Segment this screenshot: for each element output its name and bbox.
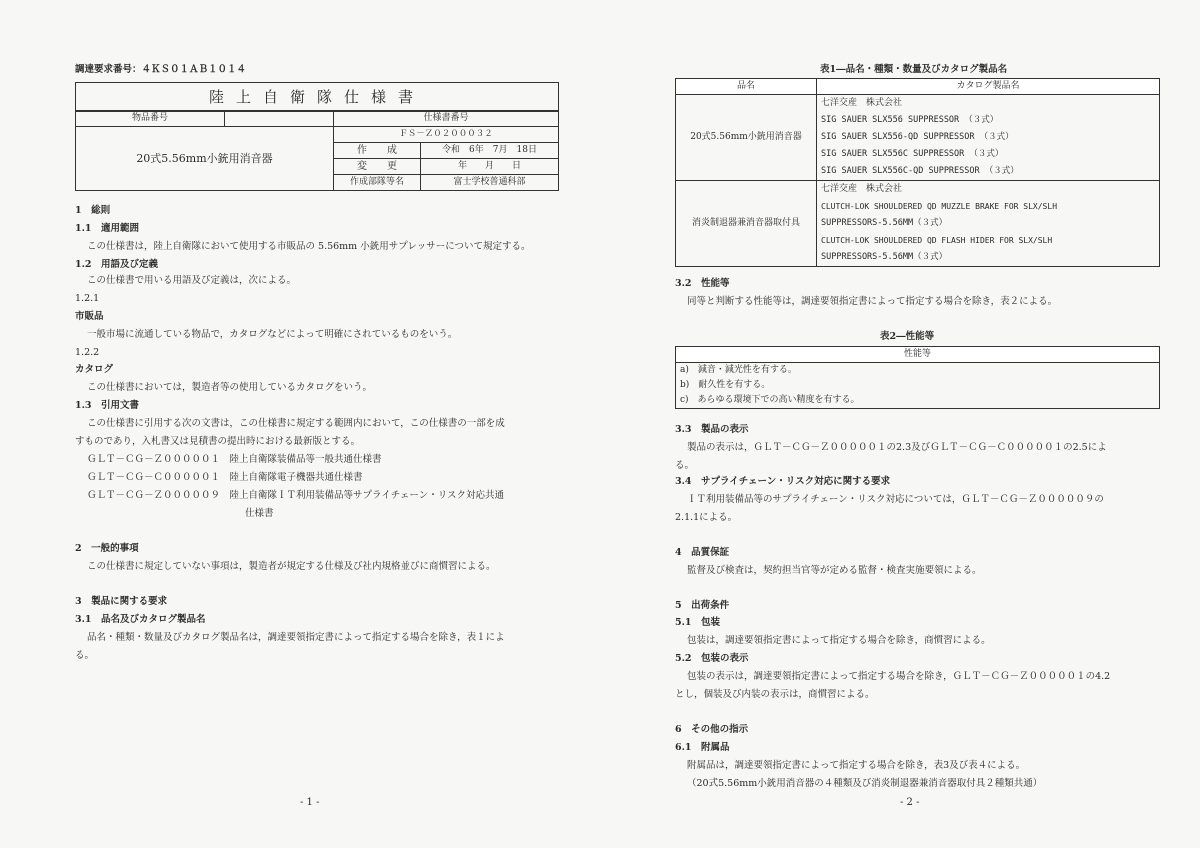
section-heading: 4 品質保証 (675, 547, 730, 558)
table1-item-name: 消炎制退器兼消音器取付具 (676, 181, 817, 267)
catalog-line: CLUTCH-LOK SHOULDERED QD MUZZLE BRAKE FOR SLX/SLH (821, 202, 1058, 211)
catalog-line: CLUTCH-LOK SHOULDERED QD FLASH HIDER FOR SLX/SLH (821, 236, 1053, 245)
table1-title: 表1―品名・種類・数量及びカタログ製品名 (820, 64, 1008, 75)
paragraph: る。 (75, 650, 95, 661)
paragraph: 同等と判断する性能等は，調達要領指定書によって指定する場合を除き，表２による。 (687, 296, 1058, 307)
catalog-line: SIG SAUER SLX556C SUPPRESSOR （３式） (821, 149, 1004, 159)
table1-header: 品名 (676, 79, 817, 95)
table1-catalog-cell (817, 95, 1160, 181)
changed-date: 年 月 日 (421, 159, 559, 175)
paragraph: この仕様書で用いる用語及び定義は，次による。 (87, 275, 297, 286)
paragraph: 一般市場に流通している物品で，カタログなどによって明確にされているものをいう。 (87, 329, 458, 340)
reference: ＧＬＴ－ＣＧ－Ｃ０００００１ 陸上自衛隊電子機器共通仕様書 (87, 472, 363, 483)
section-number: 1.2.2 (75, 347, 100, 358)
section-heading: 2 一般的事項 (75, 543, 139, 554)
table1-item-name: 20式5.56mm小銃用消音器 (676, 95, 817, 181)
section-heading: 5 出荷条件 (675, 600, 730, 611)
term: 市販品 (75, 311, 104, 322)
table1-catalog-cell (817, 181, 1160, 267)
paragraph: 附属品は，調達要領指定書によって指定する場合を除き，表3及び表４による。 (687, 760, 1026, 771)
paragraph: （20式5.56mm小銃用消音器の４種類及び消炎制退器兼消音器取付具２種類共通） (687, 778, 1043, 789)
table1-header: カタログ製品名 (817, 79, 1160, 95)
paragraph: すものであり，入札書又は見積書の提出時における最新版とする。 (75, 436, 361, 447)
item-no-label: 物品番号 (76, 111, 225, 127)
section-heading: 1.3 引用文書 (75, 400, 140, 411)
section-heading: 3.2 性能等 (675, 278, 730, 289)
doc-title-box (75, 82, 559, 112)
section-heading: 1 総則 (75, 205, 111, 216)
section-number: 1.2.1 (75, 293, 100, 304)
catalog-line: 七洋交産 株式会社 (821, 184, 903, 194)
catalog-line: SUPPRESSORS-5.56MM（３式） (821, 252, 948, 262)
reference: ＧＬＴ－ＣＧ－Ｚ０００００９ 陸上自衛隊ＩＴ利用装備品等サプライチェーン・リスク対応共通 (87, 490, 505, 501)
table2-title: 表2―性能等 (880, 331, 935, 342)
spec-header-table (75, 110, 559, 191)
table1 (675, 78, 1160, 267)
spec-no: ＦＳ－Ｚ０２０００３２ (334, 127, 559, 143)
paragraph: 包装の表示は，調達要領指定書によって指定する場合を除き，ＧＬＴ－ＣＧ－Ｚ０００００１の4.2 (687, 671, 1111, 682)
created-label: 作 成 (334, 143, 421, 159)
paragraph: 品名・種類・数量及びカタログ製品名は，調達要領指定書によって指定する場合を除き，表１によ (87, 632, 505, 643)
section-heading: 6 その他の指示 (675, 724, 749, 735)
table2 (675, 346, 1160, 409)
section-heading: 1.2 用語及び定義 (75, 259, 159, 270)
section-heading: 3.1 品名及びカタログ製品名 (75, 614, 206, 625)
paragraph: 2.1.1による。 (675, 512, 738, 523)
created-date: 令和 6年 7月 18日 (421, 143, 559, 159)
page-number: - 2 - (900, 797, 920, 808)
section-heading: 3.3 製品の表示 (675, 424, 749, 435)
table2-header: 性能等 (676, 347, 1160, 363)
changed-label: 変 更 (334, 159, 421, 175)
page-2 (600, 0, 1200, 848)
catalog-line: SUPPRESSORS-5.56MM（３式） (821, 218, 948, 228)
section-heading: 5.1 包装 (675, 617, 721, 628)
table2-row: b) 耐久性を有する。 (676, 378, 1160, 393)
paragraph: 製品の表示は，ＧＬＴ－ＣＧ－Ｚ０００００１の2.3及びＧＬＴ－ＣＧ－Ｃ０００００１の2.5によ (687, 442, 1107, 453)
paragraph: る。 (675, 460, 695, 471)
paragraph: この仕様書は，陸上自衛隊において使用する市販品の 5.56mm 小銃用サプレッサーについて規定する。 (87, 241, 531, 252)
section-heading: 6.1 附属品 (675, 742, 730, 753)
catalog-line: SIG SAUER SLX556-QD SUPPRESSOR （３式） (821, 132, 1014, 142)
paragraph: ＩＴ利用装備品等のサプライチェーン・リスク対応については，ＧＬＴ－ＣＧ－Ｚ０００００９の (687, 494, 1104, 505)
table2-row: a) 減音・減光性を有する。 (676, 363, 1160, 379)
section-heading: 3 製品に関する要求 (75, 596, 168, 607)
catalog-line: SIG SAUER SLX556C-QD SUPPRESSOR （３式） (821, 166, 1019, 176)
term: カタログ (75, 364, 114, 375)
dept-label: 作成部隊等名 (334, 175, 421, 191)
paragraph: とし，個装及び内装の表示は，商慣習による。 (675, 689, 875, 700)
procurement-number: 調達要求番号：４ＫＳ０１ＡＢ１０１４ (75, 64, 247, 75)
page-number: - 1 - (300, 797, 320, 808)
paragraph: この仕様書においては，製造者等の使用しているカタログをいう。 (87, 382, 373, 393)
catalog-line: 七洋交産 株式会社 (821, 98, 903, 108)
paragraph: この仕様書に規定していない事項は，製造者が規定する仕様及び社内規格並びに商慣習による。 (87, 561, 496, 572)
item-name: 20式5.56mm小銃用消音器 (76, 127, 334, 191)
reference: ＧＬＴ－ＣＧ－Ｚ０００００１ 陸上自衛隊装備品等一般共通仕様書 (87, 454, 382, 465)
section-heading: 1.1 適用範囲 (75, 223, 140, 234)
paragraph: 監督及び検査は，契約担当官等が定める監督・検査実施要領による。 (687, 565, 982, 576)
reference-cont: 仕様書 (245, 508, 274, 519)
section-heading: 3.4 サプライチェーン・リスク対応に関する要求 (675, 476, 891, 487)
paragraph: この仕様書に引用する次の文書は，この仕様書に規定する範囲内において，この仕様書の一部を成 (87, 418, 505, 429)
doc-title: 陸上自衛隊仕様書 (208, 88, 425, 106)
paragraph: 包装は，調達要領指定書によって指定する場合を除き，商慣習による。 (687, 635, 991, 646)
dept: 富士学校普通科部 (421, 175, 559, 191)
catalog-line: SIG SAUER SLX556 SUPPRESSOR （３式） (821, 115, 999, 125)
table2-row: c) あらゆる環境下での高い精度を有する。 (676, 393, 1160, 409)
spec-no-label: 仕様書番号 (334, 111, 559, 127)
section-heading: 5.2 包装の表示 (675, 653, 749, 664)
